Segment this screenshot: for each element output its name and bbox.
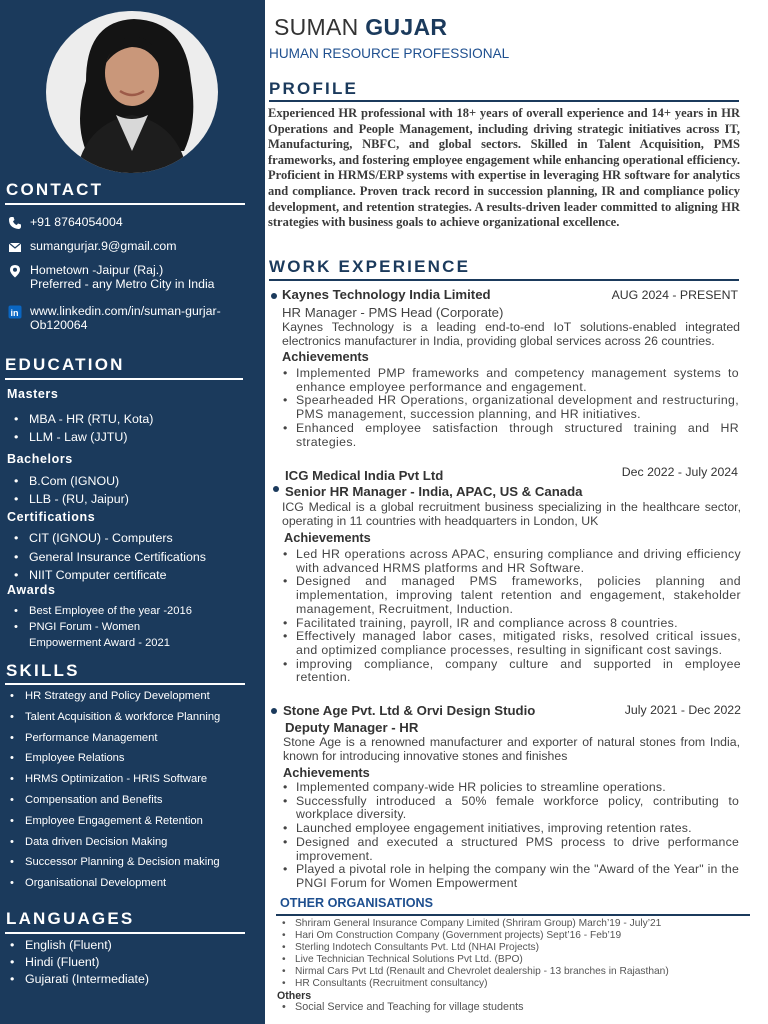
achievements-label: Achievements [282,349,369,364]
skills-rule [5,683,245,685]
svg-text:in: in [10,308,19,318]
job-company: Kaynes Technology India Limited [282,287,491,302]
language-item: • Hindi (Fluent) [10,954,149,971]
list-item: • CIT (IGNOU) - Computers [14,529,206,548]
list-item: • Sterling Indotech Consultants Pvt. Ltd (NHAI Projects) [282,942,669,954]
location-pin-icon [8,264,22,278]
education-rule [5,378,243,380]
list-item: • Designed and managed PMS frameworks, policies planning and implementation, improving talent retention and engagement, stakeholder management, Recruitment, Induction. [283,575,741,616]
job-dates: July 2021 - Dec 2022 [624,703,741,717]
others-label: Others [277,990,312,1002]
masters-list [14,410,153,446]
profile-photo [46,11,218,173]
list-item: • Social Service and Teaching for village students [282,1001,523,1013]
skill-item: • Performance Management [10,728,220,749]
job-company: Stone Age Pvt. Ltd & Orvi Design Studio [283,703,536,718]
skill-item: • Employee Engagement & Retention [10,811,220,832]
list-item: • General Insurance Certifications [14,548,206,567]
other-organisations-rule [276,914,750,916]
certifications-list [14,529,206,585]
language-item: • Gujarati (Intermediate) [10,971,149,988]
job-description: Stone Age is a renowned manufacturer and exporter of natural stones from India, known for introducing innovative stones and finishes [283,735,740,763]
list-item: • NIIT Computer certificate [14,566,206,585]
skill-item: • Compensation and Benefits [10,790,220,811]
list-item: • Launched employee engagement initiatives, improving retention rates. [283,822,739,836]
skills-heading: SKILLS [6,661,80,680]
job-bullet [273,486,279,492]
job-role: HUMAN RESOURCE PROFESSIONAL [269,46,510,61]
profile-heading: PROFILE [269,79,359,98]
last-name: GUJAR [365,14,448,40]
work-experience-rule [269,279,739,281]
awards-list [14,603,214,651]
list-item: • Designed and executed a structured PMS process to drive performance improvement. [283,836,739,863]
skill-item: • HRMS Optimization - HRIS Software [10,769,220,790]
linkedin-icon [8,305,22,319]
list-item: • Live Technician Technical Solutions Pvt Ltd. (BPO) [282,954,669,966]
skill-item: • Data driven Decision Making [10,832,220,853]
certifications-label: Certifications [7,510,96,524]
skill-item: • Employee Relations [10,748,220,769]
achievements-list [283,367,739,449]
languages-list [10,937,149,988]
job-description: Kaynes Technology is a leading end-to-end IoT solutions-enabled integrated electronics manufacturer in India, providing global services across 26 countries. [282,320,740,348]
list-item: • LLB - (RU, Jaipur) [14,490,129,508]
job-position: Senior HR Manager - India, APAC, US & Canada [285,484,583,499]
list-item: • Spearheaded HR Operations, organizational development and restructuring, PMS management, succession planning, and HR initiatives. [283,394,739,421]
list-item: • improving compliance, company culture and supported in employee retention. [283,658,741,685]
list-item: • HR Consultants (Recruitment consultancy) [282,978,669,990]
other-organisations-heading: OTHER ORGANISATIONS [280,896,433,910]
job-dates: AUG 2024 - PRESENT [611,288,738,302]
linkedin-url-line2: Ob120064 [30,318,88,332]
list-item: • Shriram General Insurance Company Limited (Shriram Group) March’19 - July’21 [282,918,669,930]
contact-linkedin [8,304,221,332]
skill-item: • Organisational Development [10,873,220,894]
list-item: • Effectively managed labor cases, mitigated risks, resolved critical issues, and optimized compliance processes, resulting in significant cost savings. [283,630,741,657]
email-address[interactable]: sumangurjar.9@gmail.com [30,239,177,253]
work-experience-heading: WORK EXPERIENCE [269,257,471,276]
list-item: • Played a pivotal role in helping the company win the "Award of the Year" in the PNGI Forum for Women Empowerment [283,863,739,890]
contact-email [8,239,176,254]
list-item: • Implemented PMP frameworks and competency management systems to enhance employee performance and engagement. [283,367,739,394]
bachelors-label: Bachelors [7,452,73,466]
contact-rule [5,203,245,205]
mail-icon [8,240,22,254]
list-item: • Successfully introduced a 50% female workforce policy, contributing to workplace diversity. [283,795,739,822]
list-item: • Facilitated training, payroll, IR and compliance across 8 countries. [283,617,741,631]
phone-number[interactable]: +91 8764054004 [30,215,123,229]
contact-location [8,263,215,291]
list-item: • Enhanced employee satisfaction through structured training and HR strategies. [283,422,739,449]
list-item: • MBA - HR (RTU, Kota) [14,410,153,428]
list-item: • LLM - Law (JJTU) [14,428,153,446]
preferred-location-text: Preferred - any Metro City in India [30,277,215,291]
profile-summary: Experienced HR professional with 18+ years of overall experience and 14+ years in HR Operations and People Management, including driving strategic initiatives across IT, Manufacturing, NBFC, and global sectors. Skilled in Talent Acquisition, PMS frameworks, and fostering employee engagement while enhancing operational efficiency. Proficient in HRMS/ERP systems with expertise in leveraging HR software for analytics and compliance. Proven track record in succession planning, IR and compliance policy development, and retention strategies. A results-driven leader committed to aligning HR strategies with business goals to achieve organizational excellence. [268,106,740,230]
list-item: • Led HR operations across APAC, ensuring compliance and driving efficiency with advanced HRMS platforms and HR Software. [283,548,741,575]
linkedin-url-line1: www.linkedin.com/in/suman-gurjar- [30,304,221,318]
phone-icon [8,216,22,230]
achievements-label: Achievements [284,530,371,545]
list-item: • Implemented company-wide HR policies to streamline operations. [283,781,739,795]
masters-label: Masters [7,387,59,401]
skill-item: • HR Strategy and Policy Development [10,686,220,707]
main-content [266,0,768,1024]
job-bullet [271,293,277,299]
linkedin-url[interactable] [30,304,221,332]
other-organisations-list [282,918,669,990]
job-dates: Dec 2022 - July 2024 [621,465,738,479]
list-item: • B.Com (IGNOU) [14,472,129,490]
contact-heading: CONTACT [6,180,104,199]
job-company: ICG Medical India Pvt Ltd [285,468,444,483]
first-name: SUMAN [274,14,359,40]
job-description: ICG Medical is a global recruitment business specializing in the healthcare sector, operating in 11 countries with headquarters in London, UK [282,500,741,528]
skill-item: • Successor Planning & Decision making [10,852,220,873]
contact-phone [8,215,123,230]
hometown-text: Hometown -Jaipur (Raj.) [30,263,164,277]
education-heading: EDUCATION [5,355,125,374]
languages-heading: LANGUAGES [6,909,135,928]
skills-list [10,686,220,894]
sidebar [0,0,265,1024]
list-item: • Hari Om Construction Company (Government projects) Sept’16 - Feb’19 [282,930,669,942]
languages-rule [5,932,245,934]
others-list [282,1001,523,1013]
list-item: • Nirmal Cars Pvt Ltd (Renault and Chevrolet dealership - 13 branches in Rajasthan) [282,966,669,978]
list-item: • PNGI Forum - Women Empowerment Award - 2021 [14,619,184,651]
job-position: HR Manager - PMS Head (Corporate) [282,305,504,320]
achievements-label: Achievements [283,765,370,780]
job-position: Deputy Manager - HR [285,720,419,735]
list-item: • Best Employee of the year -2016 [14,603,214,619]
achievements-list [283,781,739,891]
candidate-name [274,14,447,41]
achievements-list [283,548,741,685]
skill-item: • Talent Acquisition & workforce Planning [10,707,220,728]
bachelors-list [14,472,129,508]
awards-label: Awards [7,583,56,597]
job-bullet [271,708,277,714]
language-item: • English (Fluent) [10,937,149,954]
profile-rule [269,100,739,102]
profile-photo-illustration [46,11,218,173]
